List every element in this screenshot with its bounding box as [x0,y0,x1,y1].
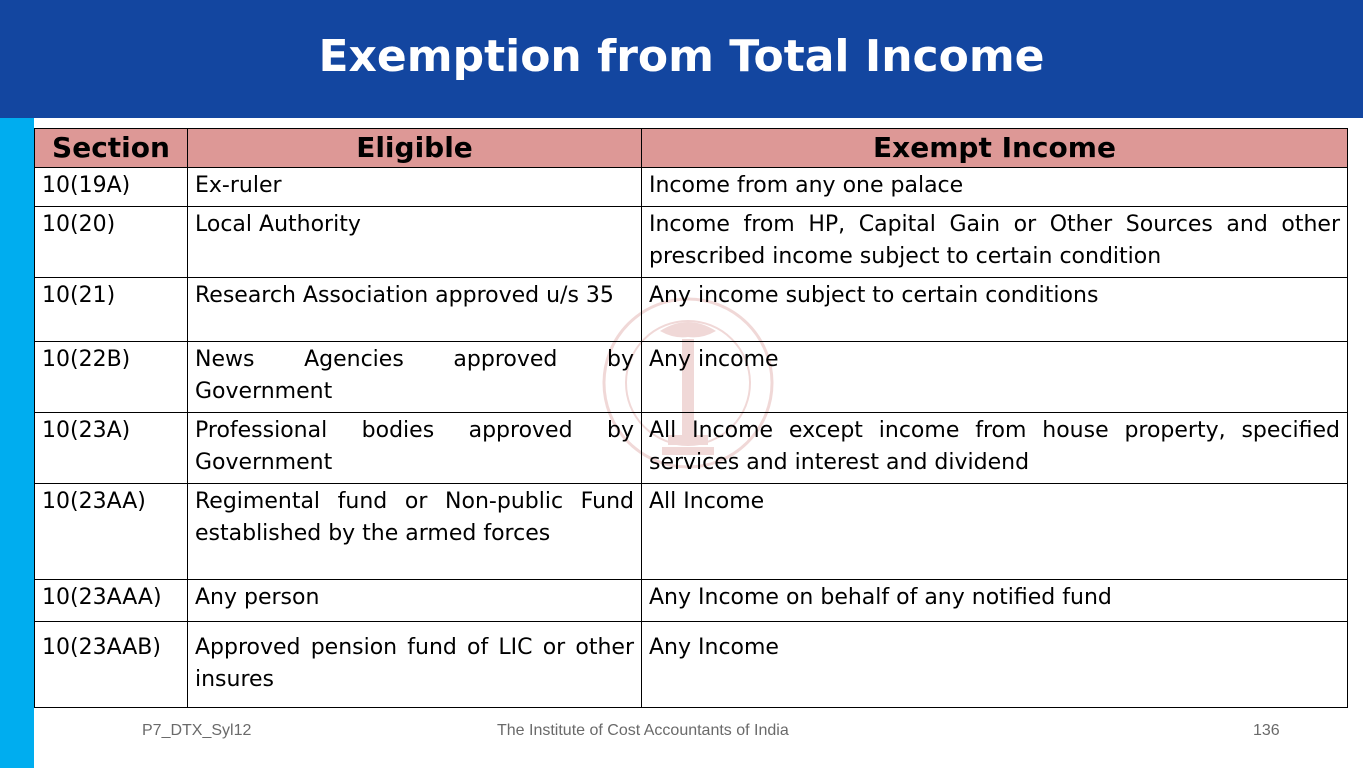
exempt-income-cell: Any Income [642,622,1348,708]
table-row [35,168,1348,207]
exempt-income-cell: Income from HP, Capital Gain or Other Sources and other prescribed income subject to certain condition [642,207,1348,278]
table-row [35,484,1348,580]
section-cell: 10(23AAB) [35,622,188,708]
table-row [35,342,1348,413]
section-cell: 10(19A) [35,168,188,207]
eligible-cell: Research Association approved u/s 35 [188,278,642,342]
eligible-column-header: Eligible [188,129,642,168]
table-row [35,207,1348,278]
eligible-cell: Any person [188,580,642,622]
exempt-income-cell: All Income [642,484,1348,580]
section-cell: 10(23AAA) [35,580,188,622]
footer-institute-name: The Institute of Cost Accountants of India [497,722,789,739]
table-row [35,622,1348,708]
exempt-income-cell: All Income except income from house property, specified services and interest and dividend [642,413,1348,484]
eligible-cell: News Agencies approved by Government [188,342,642,413]
eligible-cell: Approved pension fund of LIC or other insures [188,622,642,708]
title-bar [0,0,1363,118]
table-header-row [35,129,1348,168]
exempt-income-cell: Any income subject to certain conditions [642,278,1348,342]
exempt-income-cell: Any Income on behalf of any notified fund [642,580,1348,622]
eligible-cell: Regimental fund or Non-public Fund established by the armed forces [188,484,642,580]
exempt-income-column-header: Exempt Income [642,129,1348,168]
eligible-cell: Local Authority [188,207,642,278]
exempt-income-cell: Any income [642,342,1348,413]
exemption-table [34,128,1348,708]
section-cell: 10(23AA) [35,484,188,580]
section-cell: 10(20) [35,207,188,278]
footer-course-code: P7_DTX_Syl12 [142,722,252,739]
section-cell: 10(21) [35,278,188,342]
eligible-cell: Ex-ruler [188,168,642,207]
footer-page-number: 136 [1253,722,1280,739]
section-column-header: Section [35,129,188,168]
slide-title: Exemption from Total Income [318,30,1045,82]
eligible-cell: Professional bodies approved by Government [188,413,642,484]
table-row [35,413,1348,484]
left-accent-bar [0,118,34,768]
exempt-income-cell: Income from any one palace [642,168,1348,207]
table-row [35,580,1348,622]
section-cell: 10(23A) [35,413,188,484]
table-row [35,278,1348,342]
section-cell: 10(22B) [35,342,188,413]
